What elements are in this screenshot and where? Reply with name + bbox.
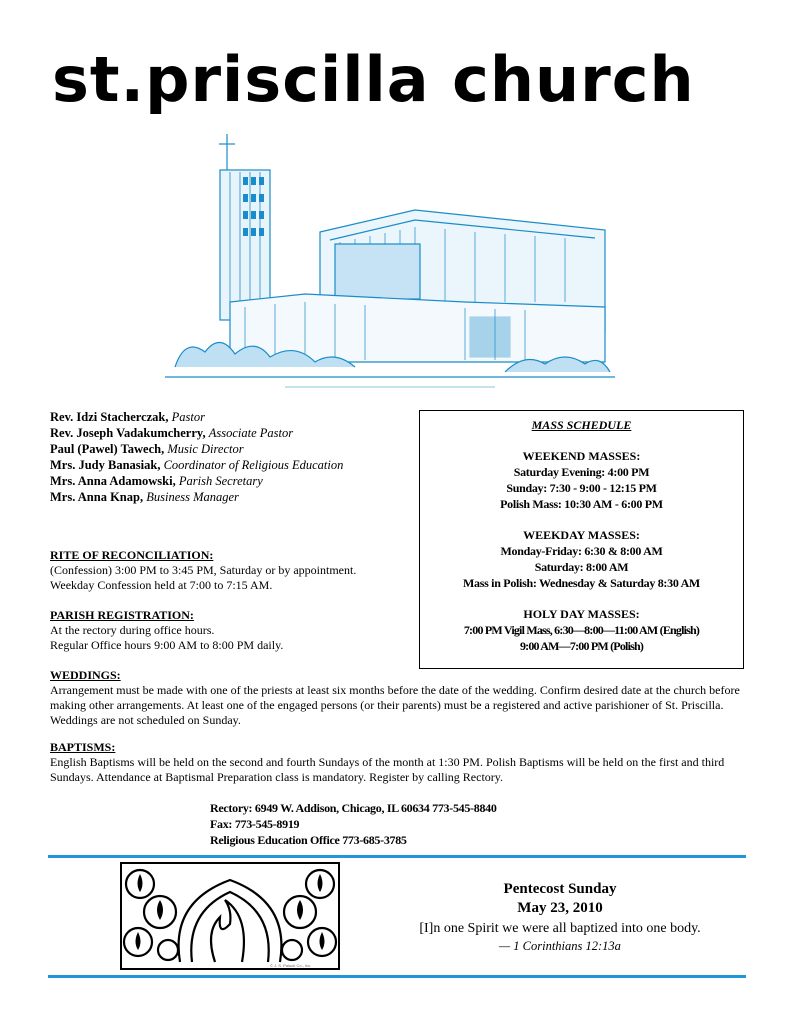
section-line: (Confession) 3:00 PM to 3:45 PM, Saturday or by appointment. [50,563,357,577]
section-title: WEDDINGS: [50,668,121,682]
clergy-role: Parish Secretary [178,474,263,488]
clergy-list [50,409,410,505]
baptisms-section [50,740,750,785]
mass-line: 7:00 PM Vigil Mass, 6:30—8:00—11:00 AM (English) [463,623,700,637]
section-line: Regular Office hours 9:00 AM to 8:00 PM daily. [50,638,284,652]
clergy-entry [50,457,410,473]
mass-line: Saturday Evening: 4:00 PM [513,465,650,479]
clergy-name: Paul (Pawel) Tawech, [50,442,165,456]
rectory-address: Rectory: 6949 W. Addison, Chicago, IL 60634 773-545-8840 [210,801,497,815]
mass-line: 9:00 AM—7:00 PM (Polish) [519,639,644,653]
feast-block [370,880,750,954]
mass-line: Monday-Friday: 6:30 & 8:00 AM [500,544,663,558]
section-title: PARISH REGISTRATION: [50,608,194,622]
pentecost-flames-artwork [120,862,340,970]
mass-line: Mass in Polish: Wednesday & Saturday 8:30 AM [463,576,700,590]
clergy-entry [50,425,410,441]
contact-block [210,800,497,848]
clergy-name: Rev. Joseph Vadakumcherry, [50,426,206,440]
weekend-masses-title: WEEKEND MASSES: [522,449,641,463]
mass-line: Saturday: 8:00 AM [534,560,629,574]
clergy-name: Mrs. Anna Adamowski, [50,474,176,488]
section-text: English Baptisms will be held on the second and fourth Sundays of the month at 1:30 PM. Polish Baptisms will be held on the first and third Sundays. Attendance at Baptismal Preparation class is mandatory. Register by calling Rectory. [50,755,725,784]
clergy-entry [50,409,410,425]
clergy-entry [50,441,410,457]
clergy-name: Mrs. Anna Knap, [50,490,144,504]
clergy-role: Associate Pastor [208,426,294,440]
divider-bottom [48,975,746,978]
feast-reference: — 1 Corinthians 12:13a [499,939,621,953]
feast-title: Pentecost Sunday [503,881,617,897]
holyday-masses [420,606,743,654]
feast-verse: [I]n one Spirit we were all baptized into one body. [419,921,701,936]
divider-top [48,855,746,858]
clergy-role: Music Director [167,442,244,456]
feast-date: May 23, 2010 [517,900,603,916]
holyday-masses-title: HOLY DAY MASSES: [523,607,640,621]
mass-schedule-box [419,410,744,669]
clergy-entry [50,489,410,505]
clergy-name: Mrs. Judy Banasiak, [50,458,161,472]
fax-number: Fax: 773-545-8919 [210,817,300,831]
section-title: BAPTISMS: [50,740,116,754]
clergy-name: Rev. Idzi Stacherczak, [50,410,169,424]
church-illustration [165,132,615,392]
artwork-credit: © J. S. Paluch Co., Inc. [270,963,312,968]
mass-line: Polish Mass: 10:30 AM - 6:00 PM [500,497,663,511]
mass-schedule-heading: MASS SCHEDULE [531,418,632,432]
clergy-entry [50,473,410,489]
section-text: Arrangement must be made with one of the priests at least six months before the date of the wedding. Confirm desired date at the church before making other arrangements. At least one of the engaged persons (or their parents) must be a registered and active parishioner of St. Priscilla. Weddings are not scheduled on Sunday. [50,683,740,727]
section-line: Weekday Confession held at 7:00 to 7:15 AM. [50,578,273,592]
religious-ed-phone: Religious Education Office 773-685-3785 [210,833,407,847]
section-title: RITE OF RECONCILIATION: [50,548,214,562]
weddings-section [50,668,750,728]
page-title: st.priscilla church [52,43,695,116]
clergy-role: Business Manager [146,490,239,504]
weekday-masses [420,527,743,591]
clergy-role: Coordinator of Religious Education [163,458,344,472]
registration-section [50,608,410,653]
weekday-masses-title: WEEKDAY MASSES: [523,528,640,542]
clergy-role: Pastor [171,410,205,424]
weekend-masses [420,448,743,512]
reconciliation-section [50,548,410,593]
mass-line: Sunday: 7:30 - 9:00 - 12:15 PM [506,481,657,495]
section-line: At the rectory during office hours. [50,623,215,637]
